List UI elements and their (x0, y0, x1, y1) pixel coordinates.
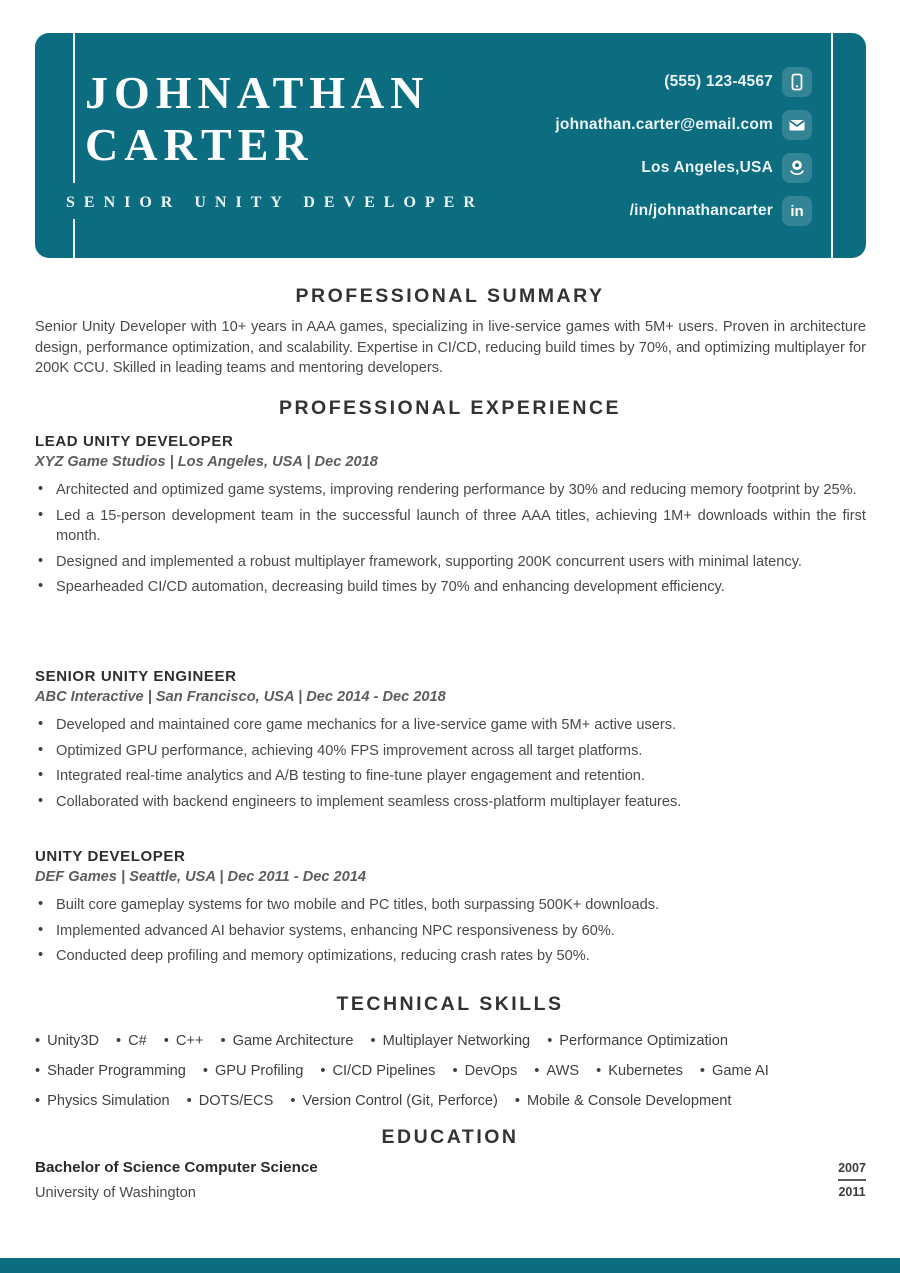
header-left-accent-line-bottom (73, 219, 75, 258)
bullet-text: Implemented advanced AI behavior systems, enhancing NPC responsiveness by 60%. (56, 922, 615, 939)
header-left-accent-line-top (73, 33, 75, 183)
skill-label: GPU Profiling (214, 1063, 304, 1079)
bullet-item (35, 895, 866, 916)
job-bullet-list (35, 480, 866, 598)
skill-label: Physics Simulation (47, 1093, 170, 1109)
skill-item (290, 1093, 498, 1109)
skill-label: Game Architecture (232, 1033, 354, 1049)
bullet-text: Collaborated with backend engineers to implement seamless cross-platform multiplayer features. (56, 793, 682, 810)
candidate-name-line1: JOHNATHAN (85, 67, 430, 118)
skill-item (700, 1063, 769, 1079)
bullet-item (35, 480, 866, 501)
bullet-text: Conducted deep profiling and memory optimizations, reducing crash rates by 50%. (56, 948, 590, 964)
bullet-marker: • (38, 506, 44, 523)
location-text: Los Angeles,USA (641, 159, 773, 176)
bullet-item (35, 766, 866, 787)
job-entry (35, 668, 866, 817)
skill-item (35, 1093, 170, 1109)
end-year: 2011 (838, 1185, 866, 1199)
skill-item (515, 1093, 732, 1109)
bullet-marker: • (38, 921, 44, 938)
bullet-text: Led a 15-person development team in the successful launch of three AAA titles, achieving 1M+ downloads within the first month. (56, 507, 866, 544)
bullet-marker: • (547, 1033, 553, 1049)
bullet-item (35, 552, 866, 573)
skill-item (320, 1063, 435, 1079)
education-entry (35, 1159, 866, 1201)
header-right-accent-line (831, 33, 833, 258)
phone-number: (555) 123-4567 (664, 73, 773, 90)
bullet-marker: • (38, 552, 44, 569)
skill-item (596, 1063, 683, 1079)
skills-heading: TECHNICAL SKILLS (336, 993, 564, 1015)
bullet-marker: • (38, 792, 44, 809)
phone-icon (782, 67, 812, 97)
linkedin-icon: in (782, 196, 812, 226)
bullet-marker: • (116, 1033, 122, 1049)
summary-heading: PROFESSIONAL SUMMARY (295, 285, 605, 307)
bullet-marker: • (38, 767, 44, 783)
job-bullet-list (35, 715, 866, 812)
contact-list (555, 67, 812, 226)
skill-label: Multiplayer Networking (382, 1033, 531, 1049)
skill-item (164, 1033, 204, 1049)
year-divider (838, 1179, 866, 1181)
skill-item (203, 1063, 304, 1079)
bullet-marker: • (514, 1093, 520, 1109)
contact-row-phone (664, 67, 812, 97)
bullet-marker: • (186, 1093, 192, 1109)
skill-item (220, 1033, 353, 1049)
bullet-marker: • (202, 1063, 208, 1079)
skill-item (187, 1093, 274, 1109)
skill-item (35, 1033, 99, 1049)
bullet-text: Architected and optimized game systems, improving rendering performance by 30% and reducing memory footprint by 25%. (56, 482, 857, 498)
bullet-text: Developed and maintained core game mechanics for a live-service game with 5M+ active users. (56, 717, 677, 733)
skills-row (35, 1086, 866, 1116)
candidate-name (85, 67, 430, 171)
skill-label: DevOps (464, 1063, 518, 1079)
bullet-marker: • (163, 1033, 169, 1049)
bullet-item (35, 921, 866, 942)
contact-row-email (555, 110, 812, 140)
skill-item (370, 1033, 530, 1049)
skill-label: Version Control (Git, Perforce) (302, 1093, 498, 1109)
job-entry (35, 433, 866, 603)
job-title: LEAD UNITY DEVELOPER (35, 433, 234, 450)
summary-text: Senior Unity Developer with 10+ years in AAA games, specializing in live-service games with 5M+ users. Proven in architecture design, performance optimization, and scalability. Expertise in CI/CD, reducing build times by 70%, and optimizing multiplayer for 200K CCU. Skilled in leading teams and mentoring developers. (35, 319, 866, 376)
bullet-marker: • (452, 1063, 458, 1079)
bullet-item (35, 506, 866, 547)
skills-list (35, 1026, 866, 1116)
bullet-marker: • (699, 1063, 705, 1079)
skill-item (116, 1033, 147, 1049)
bullet-marker: • (38, 578, 44, 594)
degree-title: Bachelor of Science Computer Science (35, 1159, 318, 1176)
candidate-role: SENIOR UNITY DEVELOPER (66, 194, 484, 211)
bullet-marker: • (370, 1033, 376, 1049)
location-icon (782, 153, 812, 183)
bullet-marker: • (35, 1093, 41, 1109)
bullet-item (35, 741, 866, 762)
education-years (838, 1161, 866, 1199)
job-meta: DEF Games | Seattle, USA | Dec 2011 - Dec 2014 (35, 869, 367, 885)
bullet-marker: • (38, 741, 44, 758)
bullet-marker: • (320, 1063, 326, 1079)
linkedin-handle: /in/johnathancarter (629, 202, 773, 219)
skill-label: Game AI (711, 1063, 769, 1079)
education-left (35, 1159, 318, 1201)
skill-label: DOTS/ECS (198, 1093, 274, 1109)
contact-row-linkedin (630, 196, 812, 226)
bullet-marker: • (35, 1033, 41, 1049)
experience-heading: PROFESSIONAL EXPERIENCE (278, 397, 622, 419)
bullet-text: Built core gameplay systems for two mobile and PC titles, both surpassing 500K+ downloads. (56, 897, 660, 913)
bullet-marker: • (220, 1033, 226, 1049)
bullet-marker: • (534, 1063, 540, 1079)
job-title: UNITY DEVELOPER (35, 848, 186, 865)
candidate-name-line2: CARTER (85, 119, 314, 170)
skill-label: C++ (175, 1033, 204, 1049)
job-entry (35, 848, 866, 972)
skill-item (547, 1033, 728, 1049)
skill-label: AWS (546, 1063, 580, 1079)
bullet-marker: • (35, 1063, 41, 1079)
email-address: johnathan.carter@email.com (555, 116, 773, 133)
job-title: SENIOR UNITY ENGINEER (35, 668, 237, 685)
school-name: University of Washington (35, 1185, 196, 1201)
bullet-marker: • (38, 716, 44, 732)
skill-label: Performance Optimization (559, 1033, 729, 1049)
bullet-marker: • (290, 1093, 296, 1109)
skill-item (534, 1063, 579, 1079)
skill-label: CI/CD Pipelines (332, 1063, 436, 1079)
bullet-text: Integrated real-time analytics and A/B testing to fine-tune player engagement and retention. (56, 768, 645, 784)
bullet-item (35, 577, 866, 598)
bullet-marker: • (38, 896, 44, 912)
bullet-text: Designed and implemented a robust multiplayer framework, supporting 200K concurrent users with minimal latency. (56, 553, 802, 570)
skill-item (35, 1063, 186, 1079)
skill-label: Kubernetes (608, 1063, 683, 1079)
bullet-item (35, 715, 866, 736)
bullet-marker: • (596, 1063, 602, 1079)
bullet-item (35, 946, 866, 967)
footer-accent-bar (0, 1258, 900, 1273)
job-bullet-list (35, 895, 866, 967)
skill-label: C# (128, 1033, 147, 1049)
bullet-marker: • (38, 481, 44, 497)
job-meta: XYZ Game Studios | Los Angeles, USA | Dec 2018 (35, 454, 378, 470)
job-meta: ABC Interactive | San Francisco, USA | Dec 2014 - Dec 2018 (35, 689, 446, 705)
bullet-item (35, 792, 866, 813)
skill-label: Shader Programming (47, 1063, 186, 1079)
contact-row-location (641, 153, 812, 183)
education-heading: EDUCATION (381, 1126, 519, 1148)
email-icon (782, 110, 812, 140)
skills-row (35, 1056, 866, 1086)
skill-label: Unity3D (47, 1033, 100, 1049)
skill-label: Mobile & Console Development (527, 1093, 732, 1109)
skill-item (452, 1063, 517, 1079)
bullet-text: Optimized GPU performance, achieving 40% FPS improvement across all target platforms. (56, 742, 643, 759)
header-card (35, 33, 866, 258)
skills-row (35, 1026, 866, 1056)
start-year: 2007 (838, 1161, 866, 1175)
bullet-text: Spearheaded CI/CD automation, decreasing build times by 70% and enhancing development efficiency. (56, 579, 725, 595)
bullet-marker: • (38, 947, 44, 963)
